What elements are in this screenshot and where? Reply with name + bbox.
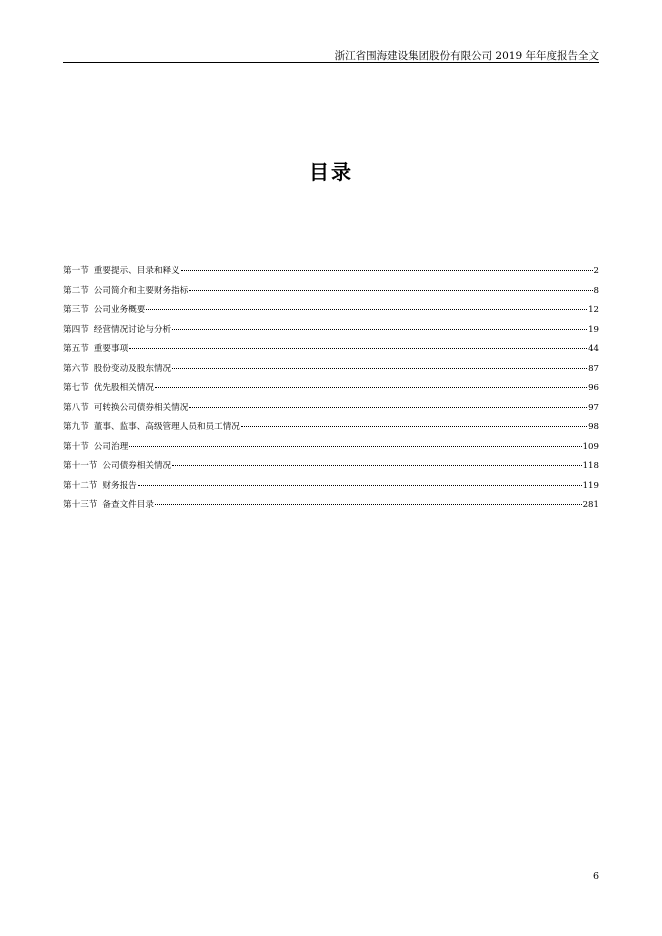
- toc-section-number: 第三节: [63, 305, 89, 315]
- toc-section-number: 第十三节: [63, 500, 98, 510]
- toc-entry[interactable]: [63, 342, 599, 362]
- toc-section-title: 经营情况讨论与分析: [93, 324, 172, 335]
- toc-section-title: 公司业务概要: [93, 305, 146, 315]
- toc-dot-leader: [181, 270, 593, 271]
- toc-section-number: 第十节: [63, 441, 89, 452]
- toc-page-number: 19: [588, 324, 599, 335]
- toc-section-title: 重要提示、目录和释义: [93, 266, 180, 276]
- toc-entry[interactable]: [63, 323, 599, 343]
- toc-page-number: 118: [582, 461, 599, 471]
- toc-section-number: 第九节: [63, 422, 89, 432]
- toc-entry[interactable]: [63, 479, 599, 499]
- toc-entry[interactable]: [63, 381, 599, 401]
- toc-dot-leader: [172, 465, 581, 466]
- toc-page-number: 87: [588, 363, 599, 374]
- toc-section-title: 公司治理: [93, 441, 129, 452]
- toc-entry[interactable]: [63, 303, 599, 323]
- toc-page-number: 44: [588, 344, 599, 354]
- toc-dot-leader: [189, 290, 592, 291]
- toc-page-number: 119: [582, 480, 599, 491]
- toc-section-number: 第五节: [63, 344, 89, 354]
- toc-entry[interactable]: [63, 498, 599, 518]
- toc-section-number: 第十二节: [63, 480, 98, 491]
- toc-dot-leader: [172, 368, 587, 369]
- toc-dot-leader: [129, 348, 587, 349]
- document-title: 目录: [309, 160, 353, 184]
- toc-section-number: 第十一节: [63, 461, 98, 471]
- toc-section-title: 财务报告: [102, 480, 137, 491]
- toc-section-number: 第一节: [63, 266, 89, 276]
- page-header: [63, 44, 599, 63]
- toc-section-title: 公司简介和主要财务指标: [93, 285, 189, 296]
- toc-section-number: 第四节: [63, 324, 89, 335]
- toc-entry[interactable]: [63, 264, 599, 284]
- toc-page-number: 97: [588, 402, 599, 413]
- toc-dot-leader: [129, 446, 581, 447]
- toc-page-number: 12: [588, 305, 599, 315]
- toc-section-title: 董事、监事、高级管理人员和员工情况: [93, 422, 240, 432]
- toc-entry[interactable]: [63, 420, 599, 440]
- toc-dot-leader: [241, 426, 587, 427]
- header-text: 浙江省围海建设集团股份有限公司 2019 年年度报告全文: [334, 50, 599, 62]
- toc-dot-leader: [155, 504, 582, 505]
- toc-entry[interactable]: [63, 459, 599, 479]
- toc-section-title: 重要事项: [93, 344, 129, 354]
- toc-section-number: 第七节: [63, 383, 89, 393]
- toc-page-number: 96: [588, 383, 599, 393]
- toc-page-number: 109: [582, 441, 599, 452]
- toc-page-number: 2: [593, 266, 599, 276]
- toc-section-number: 第二节: [63, 285, 89, 296]
- toc-section-number: 第六节: [63, 363, 89, 374]
- toc-entry[interactable]: [63, 362, 599, 382]
- toc-dot-leader: [146, 309, 587, 310]
- toc-section-title: 公司债券相关情况: [102, 461, 172, 471]
- page-number: 6: [592, 871, 599, 882]
- toc-section-number: 第八节: [63, 402, 89, 413]
- toc-section-title: 可转换公司债券相关情况: [93, 402, 189, 413]
- toc-entry[interactable]: [63, 401, 599, 421]
- toc-dot-leader: [138, 485, 582, 486]
- table-of-contents: [63, 264, 599, 518]
- toc-entry[interactable]: [63, 440, 599, 460]
- toc-section-title: 股份变动及股东情况: [93, 363, 172, 374]
- toc-dot-leader: [172, 329, 587, 330]
- toc-dot-leader: [189, 407, 587, 408]
- toc-section-title: 优先股相关情况: [93, 383, 154, 393]
- toc-dot-leader: [155, 387, 587, 388]
- toc-entry[interactable]: [63, 284, 599, 304]
- toc-page-number: 8: [593, 285, 599, 296]
- toc-page-number: 98: [588, 422, 599, 432]
- toc-page-number: 281: [582, 500, 599, 510]
- toc-section-title: 备查文件目录: [102, 500, 154, 510]
